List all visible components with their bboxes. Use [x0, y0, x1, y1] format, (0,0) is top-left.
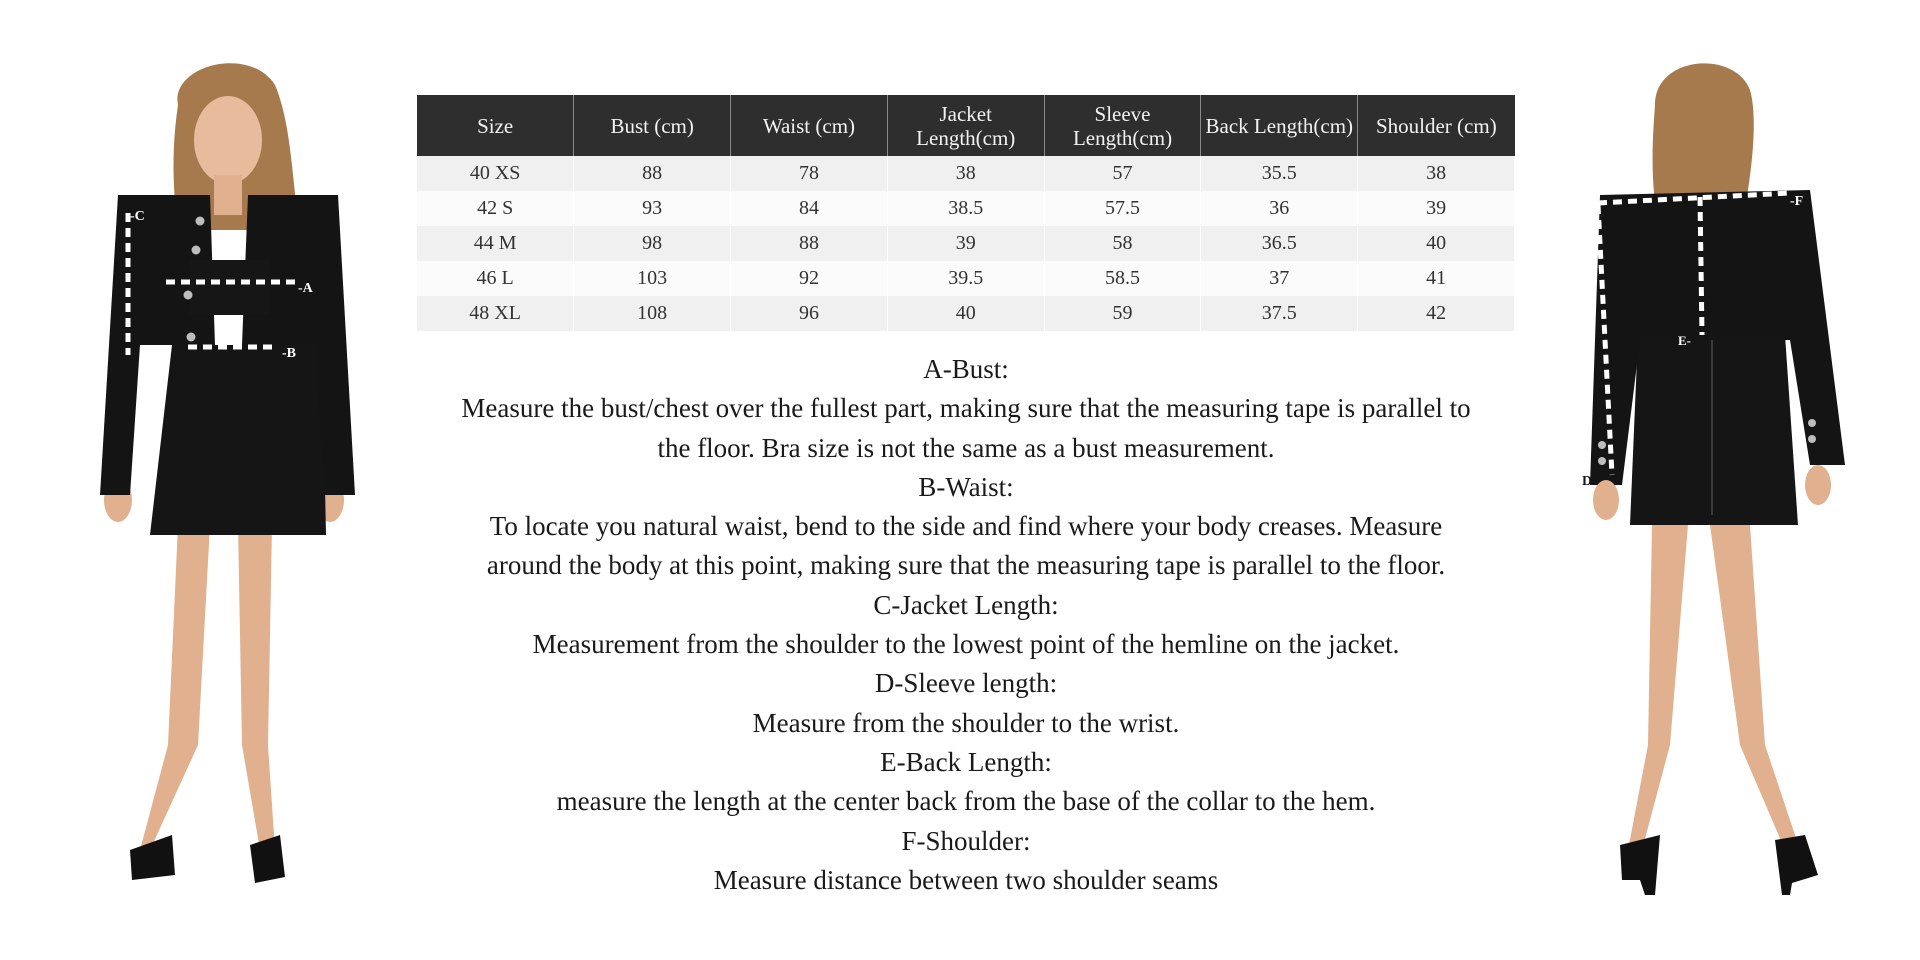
guide-text-shoulder: Measure distance between two shoulder seams — [713, 864, 1219, 895]
table-row — [417, 296, 1515, 331]
column-header-back-length: Back Length(cm) — [1201, 95, 1358, 156]
table-cell: 39 — [1358, 191, 1515, 226]
table-cell: 88 — [731, 226, 888, 261]
column-header-shoulder: Shoulder (cm) — [1358, 95, 1515, 156]
guide-text-bust-2: the floor. Bra size is not the same as a bust measurement. — [657, 432, 1275, 463]
table-cell: 78 — [731, 156, 888, 191]
guide-title-back-length: E-Back Length: — [880, 746, 1052, 777]
guide-text-sleeve-length: Measure from the shoulder to the wrist. — [752, 707, 1180, 738]
table-cell: 38.5 — [887, 191, 1044, 226]
size-table — [417, 95, 1515, 331]
table-cell: 35.5 — [1201, 156, 1358, 191]
table-cell: 46 L — [417, 261, 574, 296]
marker-a: -A — [298, 281, 313, 296]
table-cell: 103 — [574, 261, 731, 296]
table-row — [417, 156, 1515, 191]
guide-title-waist: B-Waist: — [918, 471, 1014, 502]
marker-e: E- — [1678, 333, 1691, 348]
table-cell: 57 — [1044, 156, 1201, 191]
table-cell: 42 S — [417, 191, 574, 226]
table-cell: 93 — [574, 191, 731, 226]
table-cell: 36.5 — [1201, 226, 1358, 261]
table-row — [417, 261, 1515, 296]
table-cell: 92 — [731, 261, 888, 296]
column-header-bust: Bust (cm) — [574, 95, 731, 156]
table-cell: 38 — [1358, 156, 1515, 191]
guide-text-bust-1: Measure the bust/chest over the fullest part, making sure that the measuring tape is parallel to — [461, 393, 1471, 424]
table-cell: 58 — [1044, 226, 1201, 261]
guide-title-sleeve-length: D-Sleeve length: — [874, 668, 1058, 699]
column-header-sleeve-length: Sleeve Length(cm) — [1044, 95, 1201, 156]
marker-d: D- — [1582, 474, 1597, 489]
table-cell: 39 — [887, 226, 1044, 261]
column-header-jacket-length: Jacket Length(cm) — [887, 95, 1044, 156]
table-cell: 58.5 — [1044, 261, 1201, 296]
guide-text-waist-2: around the body at this point, making sure that the measuring tape is parallel to the floor. — [486, 550, 1446, 581]
table-cell: 84 — [731, 191, 888, 226]
table-cell: 36 — [1201, 191, 1358, 226]
table-cell: 38 — [887, 156, 1044, 191]
marker-c: -C — [130, 209, 145, 224]
table-cell: 40 XS — [417, 156, 574, 191]
measurement-guide — [417, 350, 1515, 900]
table-row — [417, 191, 1515, 226]
table-cell: 40 — [887, 296, 1044, 331]
table-header-row — [417, 95, 1515, 156]
table-cell: 42 — [1358, 296, 1515, 331]
marker-b: -B — [282, 346, 296, 361]
table-cell: 57.5 — [1044, 191, 1201, 226]
column-header-size: Size — [417, 95, 574, 156]
guide-title-shoulder: F-Shoulder: — [901, 825, 1031, 856]
guide-text-back-length: measure the length at the center back from the base of the collar to the hem. — [556, 786, 1376, 817]
table-cell: 98 — [574, 226, 731, 261]
table-cell: 44 M — [417, 226, 574, 261]
model-back-photo — [1560, 45, 1880, 915]
table-cell: 41 — [1358, 261, 1515, 296]
table-row — [417, 226, 1515, 261]
table-cell: 40 — [1358, 226, 1515, 261]
table-cell: 88 — [574, 156, 731, 191]
guide-text-waist-1: To locate you natural waist, bend to the side and find where your body creases. Measure — [489, 511, 1443, 542]
table-cell: 96 — [731, 296, 888, 331]
size-chart — [417, 95, 1515, 331]
table-cell: 48 XL — [417, 296, 574, 331]
column-header-waist: Waist (cm) — [731, 95, 888, 156]
marker-f: -F — [1790, 194, 1804, 209]
table-cell: 37 — [1201, 261, 1358, 296]
guide-title-jacket-length: C-Jacket Length: — [873, 589, 1059, 620]
model-front-photo — [60, 45, 380, 915]
table-cell: 59 — [1044, 296, 1201, 331]
table-cell: 37.5 — [1201, 296, 1358, 331]
guide-title-bust: A-Bust: — [923, 354, 1009, 384]
table-cell: 108 — [574, 296, 731, 331]
table-cell: 39.5 — [887, 261, 1044, 296]
guide-text-jacket-length: Measurement from the shoulder to the lowest point of the hemline on the jacket. — [532, 629, 1400, 660]
